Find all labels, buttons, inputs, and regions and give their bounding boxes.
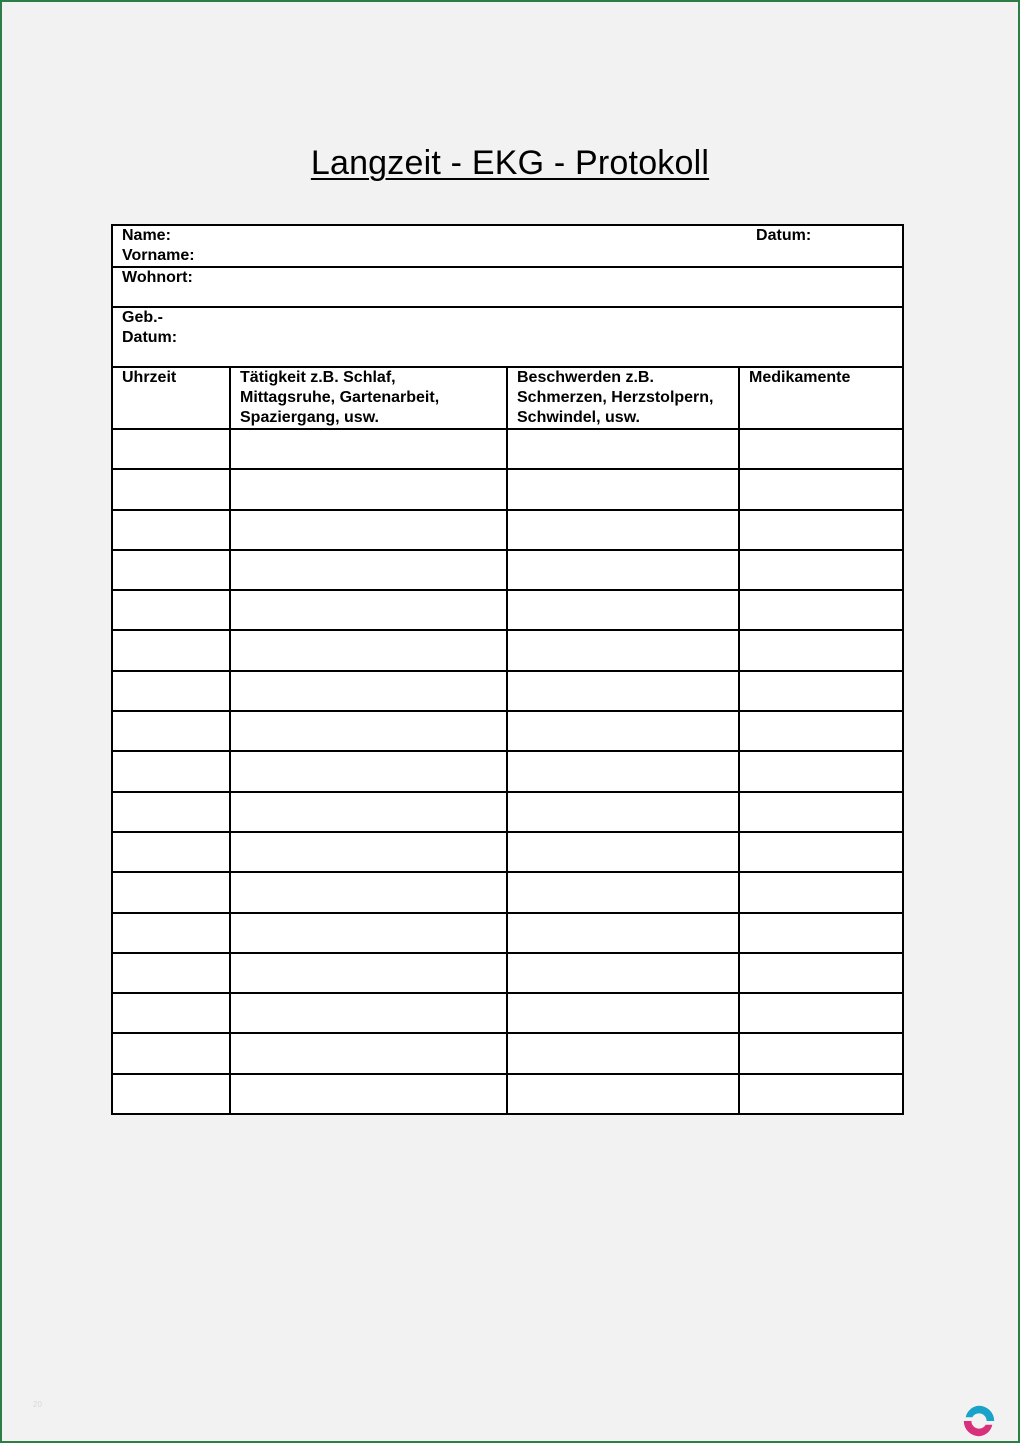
uhrzeit-cell[interactable]: [112, 469, 230, 509]
beschwerden-cell[interactable]: [507, 953, 739, 993]
uhrzeit-cell[interactable]: [112, 429, 230, 469]
medikamente-cell[interactable]: [739, 832, 903, 872]
name-label: Name:: [122, 227, 171, 244]
uhrzeit-cell[interactable]: [112, 913, 230, 953]
uhrzeit-cell[interactable]: [112, 671, 230, 711]
log-entry-row: [112, 872, 903, 912]
medikamente-cell[interactable]: [739, 872, 903, 912]
log-entry-row: [112, 630, 903, 670]
medikamente-cell[interactable]: [739, 993, 903, 1033]
log-entry-row: [112, 510, 903, 550]
taetigkeit-cell[interactable]: [230, 469, 507, 509]
taetigkeit-cell[interactable]: [230, 953, 507, 993]
medikamente-cell[interactable]: [739, 429, 903, 469]
taetigkeit-cell[interactable]: [230, 872, 507, 912]
log-entry-row: [112, 913, 903, 953]
taetigkeit-cell[interactable]: [230, 751, 507, 791]
header-line: Spaziergang, usw.: [240, 409, 379, 426]
beschwerden-cell[interactable]: [507, 913, 739, 953]
beschwerden-cell[interactable]: [507, 872, 739, 912]
wohnort-cell[interactable]: [112, 267, 903, 307]
beschwerden-cell[interactable]: [507, 1033, 739, 1073]
header-taetigkeit: [230, 367, 507, 429]
taetigkeit-cell[interactable]: [230, 630, 507, 670]
medikamente-cell[interactable]: [739, 550, 903, 590]
log-entry-row: [112, 792, 903, 832]
beschwerden-cell[interactable]: [507, 1074, 739, 1114]
beschwerden-cell[interactable]: [507, 671, 739, 711]
header-uhrzeit: [112, 367, 230, 429]
log-entry-row: [112, 590, 903, 630]
geb-label-line1: Geb.-: [122, 309, 163, 326]
beschwerden-cell[interactable]: [507, 550, 739, 590]
beschwerden-cell[interactable]: [507, 832, 739, 872]
wohnort-row: [112, 267, 903, 307]
uhrzeit-cell[interactable]: [112, 1033, 230, 1073]
taetigkeit-cell[interactable]: [230, 913, 507, 953]
uhrzeit-cell[interactable]: [112, 832, 230, 872]
header-line: Uhrzeit: [122, 369, 177, 386]
medikamente-cell[interactable]: [739, 751, 903, 791]
header-line: Schmerzen, Herzstolpern,: [517, 389, 714, 406]
log-entry-row: [112, 953, 903, 993]
header-line: Schwindel, usw.: [517, 409, 640, 426]
uhrzeit-cell[interactable]: [112, 751, 230, 791]
log-entry-row: [112, 550, 903, 590]
beschwerden-cell[interactable]: [507, 429, 739, 469]
name-cell[interactable]: [112, 225, 903, 267]
taetigkeit-cell[interactable]: [230, 792, 507, 832]
log-entry-row: [112, 751, 903, 791]
log-entry-row: [112, 671, 903, 711]
uhrzeit-cell[interactable]: [112, 953, 230, 993]
uhrzeit-cell[interactable]: [112, 550, 230, 590]
taetigkeit-cell[interactable]: [230, 550, 507, 590]
taetigkeit-cell[interactable]: [230, 1033, 507, 1073]
uhrzeit-cell[interactable]: [112, 590, 230, 630]
header-medikamente: [739, 367, 903, 429]
log-entry-row: [112, 832, 903, 872]
medikamente-cell[interactable]: [739, 953, 903, 993]
medikamente-cell[interactable]: [739, 630, 903, 670]
taetigkeit-cell[interactable]: [230, 671, 507, 711]
uhrzeit-cell[interactable]: [112, 711, 230, 751]
header-line: Mittagsruhe, Gartenarbeit,: [240, 389, 440, 406]
taetigkeit-cell[interactable]: [230, 993, 507, 1033]
taetigkeit-cell[interactable]: [230, 429, 507, 469]
beschwerden-cell[interactable]: [507, 993, 739, 1033]
name-row: [112, 225, 903, 267]
beschwerden-cell[interactable]: [507, 510, 739, 550]
geburtsdatum-row: [112, 307, 903, 367]
log-entry-row: [112, 469, 903, 509]
uhrzeit-cell[interactable]: [112, 993, 230, 1033]
page-mark: 20: [33, 1400, 42, 1409]
medikamente-cell[interactable]: [739, 792, 903, 832]
beschwerden-cell[interactable]: [507, 711, 739, 751]
uhrzeit-cell[interactable]: [112, 792, 230, 832]
taetigkeit-cell[interactable]: [230, 590, 507, 630]
medikamente-cell[interactable]: [739, 469, 903, 509]
uhrzeit-cell[interactable]: [112, 630, 230, 670]
taetigkeit-cell[interactable]: [230, 711, 507, 751]
beschwerden-cell[interactable]: [507, 630, 739, 670]
medikamente-cell[interactable]: [739, 1033, 903, 1073]
brand-logo-icon: [960, 1402, 998, 1440]
beschwerden-cell[interactable]: [507, 751, 739, 791]
vorname-label: Vorname:: [122, 247, 195, 264]
log-entry-row: [112, 711, 903, 751]
beschwerden-cell[interactable]: [507, 792, 739, 832]
medikamente-cell[interactable]: [739, 711, 903, 751]
uhrzeit-cell[interactable]: [112, 510, 230, 550]
document-title: Langzeit - EKG - Protokoll: [310, 144, 710, 182]
taetigkeit-cell[interactable]: [230, 510, 507, 550]
log-entry-row: [112, 1074, 903, 1114]
protocol-table: [111, 224, 904, 1115]
medikamente-cell[interactable]: [739, 913, 903, 953]
geburtsdatum-cell[interactable]: [112, 307, 903, 367]
taetigkeit-cell[interactable]: [230, 832, 507, 872]
uhrzeit-cell[interactable]: [112, 872, 230, 912]
log-entry-row: [112, 429, 903, 469]
uhrzeit-cell[interactable]: [112, 1074, 230, 1114]
log-entry-row: [112, 993, 903, 1033]
beschwerden-cell[interactable]: [507, 469, 739, 509]
header-beschwerden: [507, 367, 739, 429]
header-line: Beschwerden z.B.: [517, 369, 654, 386]
datum-label: Datum:: [756, 227, 812, 244]
header-line: Medikamente: [749, 369, 851, 386]
log-header-row: [112, 367, 903, 429]
wohnort-label: Wohnort:: [122, 269, 193, 286]
medikamente-cell[interactable]: [739, 590, 903, 630]
medikamente-cell[interactable]: [739, 1074, 903, 1114]
taetigkeit-cell[interactable]: [230, 1074, 507, 1114]
beschwerden-cell[interactable]: [507, 590, 739, 630]
medikamente-cell[interactable]: [739, 510, 903, 550]
header-line: Tätigkeit z.B. Schlaf,: [240, 369, 396, 386]
log-entry-row: [112, 1033, 903, 1073]
medikamente-cell[interactable]: [739, 671, 903, 711]
geb-label-line2: Datum:: [122, 329, 178, 346]
